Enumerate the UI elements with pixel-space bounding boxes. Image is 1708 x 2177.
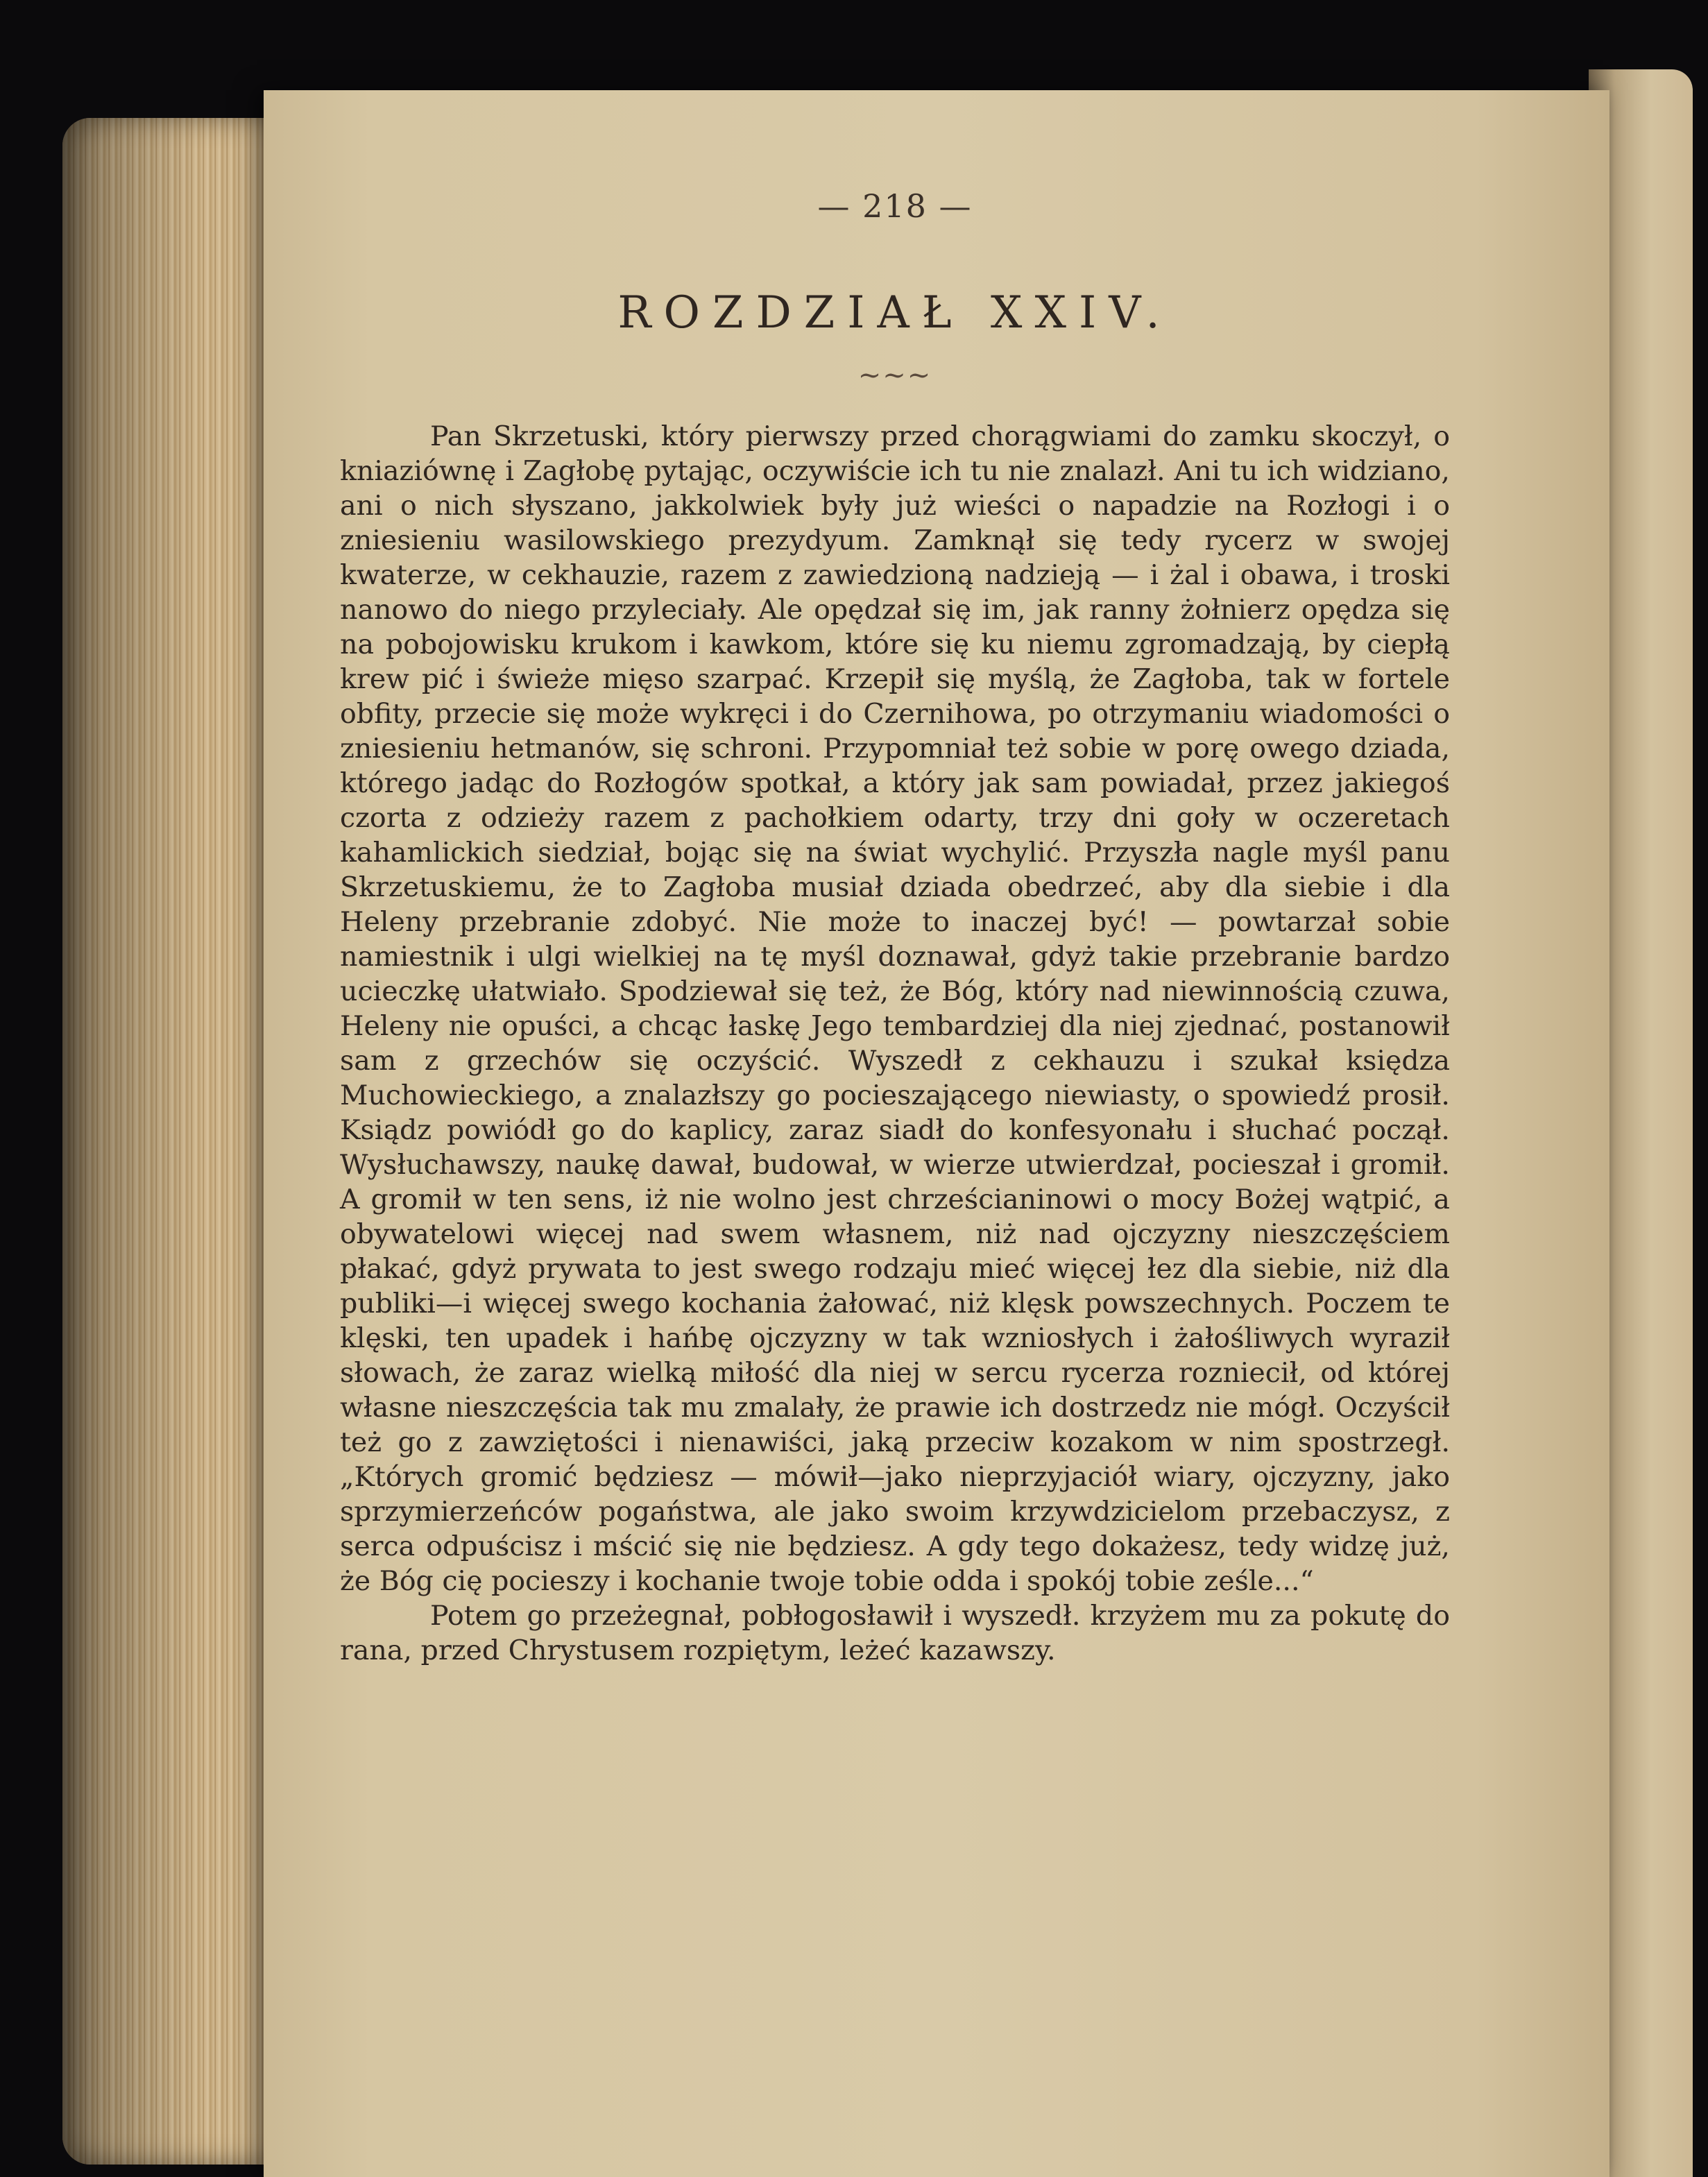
book-page-edges [62, 118, 291, 2165]
paragraph-1: Pan Skrzetuski, który pierwszy przed chorągwiami do zamku skoczył, o kniaziównę i Zagłobę pytając, oczywiście ich tu nie znalazł. Ani tu ich widziano, ani o nich słyszano, jakkolwiek były już wieści o napadzie na Rozłogi i o zniesieniu wasilowskiego prezydyum. Zamknął się tedy rycerz w swojej kwaterze, w cekhauzie, razem z zawiedzioną nadzieją — i żal i obawa, i troski nanowo do niego przyleciały. Ale opędzał się im, jak ranny żołnierz opędza się na pobojowisku krukom i kawkom, które się ku niemu zgromadzają, by ciepłą krew pić i świeże mięso szarpać. Krzepił się myślą, że Zagłoba, tak w fortele obfity, przecie się może wykręci i do Czernihowa, po otrzymaniu wiadomości o zniesieniu hetmanów, się schroni. Przypomniał też sobie w porę owego dziada, którego jadąc do Rozłogów spotkał, a który jak sam powiadał, przez jakiegoś czorta z odzieży razem z pachołkiem odarty, trzy dni goły w oczeretach kahamlickich siedział, bojąc się na świat wychylić. Przyszła nagle myśl panu Skrzetuskiemu, że to Zagłoba musiał dziada obedrzeć, aby dla siebie i dla Heleny przebranie zdobyć. Nie może to inaczej być! — powtarzał sobie namiestnik i ulgi wielkiej na tę myśl doznawał, gdyż takie przebranie bardzo ucieczkę ułatwiało. Spodziewał się też, że Bóg, który nad niewinnością czuwa, Heleny nie opuści, a chcąc łaskę Jego tembardziej dla niej zjednać, postanowił sam z grzechów się oczyścić. Wyszedł z cekhauzu i szukał księdza Muchowieckiego, a znalazłszy go pocieszającego niewiasty, o spowiedź prosił. Ksiądz powiódł go do kaplicy, zaraz siadł do konfesyonału i słuchać począł. Wysłuchawszy, naukę dawał, budował, w wierze utwierdzał, pocieszał i gromił. A gromił w ten sens, iż nie wolno jest chrześcianinowi o mocy Bożej wątpić, a obywatelowi więcej nad swem własnem, niż nad ojczyzny nieszczęściem płakać, gdyż prywata to jest swego rodzaju mieć więcej łez dla siebie, niż dla publiki—i więcej swego kochania żałować, niż klęsk powszechnych. Poczem te klęski, ten upadek i hańbę ojczyzny w tak wzniosłych i żałośliwych wyraził słowach, że zaraz wielką miłość dla niej w sercu rycerza rozniecił, od której własne nieszczęścia tak mu zmalały, że prawie ich dostrzedz nie mógł. Oczyścił też go z zawziętości i nienawiści, jaką przeciw kozakom w nim spostrzegł. „Których gromić będziesz — mówił—jako nieprzyjaciół wiary, ojczyzny, jako sprzymierzeńców pogaństwa, ale jako swoim krzywdzicielom przebaczysz, z serca odpuścisz i mścić się nie będziesz. A gdy tego dokażesz, tedy widzę już, że Bóg cię pocieszy i kochanie twoje tobie odda i spokój tobie ześle...“ [340, 420, 1450, 1597]
book-page [264, 90, 1609, 2177]
ornament-divider: ~~~ [857, 359, 932, 391]
page-number: — 218 — [817, 187, 973, 225]
page-content [340, 187, 1450, 1668]
paragraph-2: Potem go przeżegnał, pobłogosławił i wyszedł. krzyżem mu za pokutę do rana, przed Chrystusem rozpiętym, leżeć kazawszy. [340, 1600, 1450, 1666]
chapter-title: ROZDZIAŁ XXIV. [617, 287, 1172, 339]
